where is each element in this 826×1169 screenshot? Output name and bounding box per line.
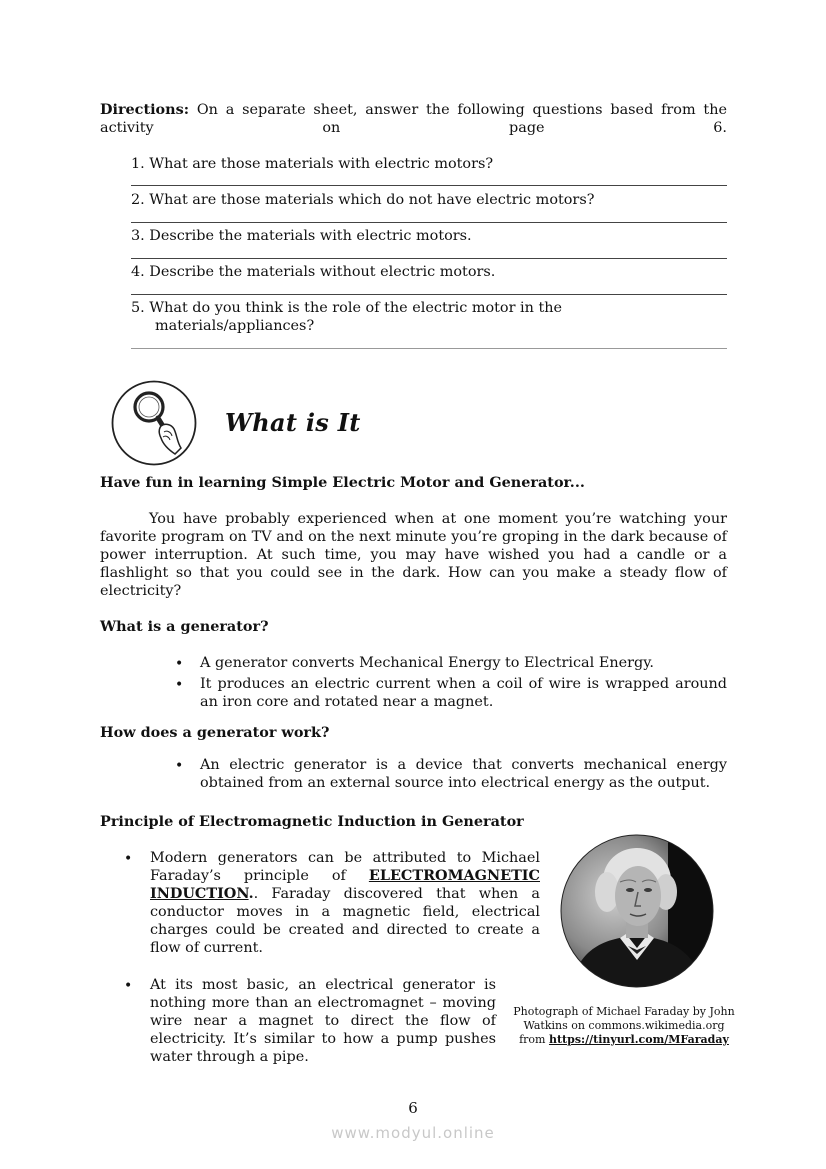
- bullet-icon: •: [175, 677, 184, 693]
- electromagnetic-induction-term: ELECTROMAGNETIC INDUCTION: [150, 867, 540, 902]
- caption-link[interactable]: https://tinyurl.com/MFaraday: [548, 1033, 729, 1046]
- principle-bullet-1-period: .: [248, 885, 254, 902]
- magnifying-glass-icon: [111, 380, 197, 466]
- principle-heading: Principle of Electromagnetic Induction in Generator: [100, 813, 524, 830]
- directions-label: Directions:: [100, 101, 190, 118]
- faraday-portrait-image: [560, 834, 714, 988]
- bullet-icon: •: [124, 851, 133, 867]
- caption-from: from: [519, 1033, 549, 1046]
- principle-bullet-1-text-cont: . Faraday discovered that when a conductor moves in a magnetic field, electrical charges could be created and directed to create a flow of current.: [150, 886, 540, 956]
- page-number: 6: [408, 1099, 418, 1117]
- principle-bullet-1: [150, 849, 540, 957]
- intro-paragraph: You have probably experienced when at one moment you’re watching your favorite program on TV and on the next minute you’re groping in the dark because of power interruption. At such time, you may have wished you had a candle or a flashlight so that you could see in the dark. How can you make a steady flow of electricity?: [100, 511, 727, 599]
- bullet-icon: •: [175, 656, 184, 672]
- answer-line: [131, 185, 727, 186]
- answer-line: [131, 294, 727, 295]
- watermark: www.modyul.online: [331, 1124, 495, 1142]
- directions-paragraph: [100, 101, 727, 155]
- how-bullet-1: An electric generator is a device that converts mechanical energy obtained from an external source into electrical energy as the output.: [200, 757, 727, 791]
- caption-line-2: Watkins on commons.wikimedia.org: [523, 1019, 725, 1032]
- principle-bullet-2: At its most basic, an electrical generator is nothing more than an electromagnet – moving wire near a magnet to direct the flow of electricity. It’s similar to how a pump pushes water through a pipe.: [150, 977, 496, 1065]
- photo-caption: [510, 1005, 738, 1047]
- directions-text: On a separate sheet, answer the following questions based from the activity on page 6.: [100, 102, 727, 136]
- intro-heading: Have fun in learning Simple Electric Motor and Generator...: [100, 474, 585, 491]
- how-heading: How does a generator work?: [100, 724, 330, 741]
- generator-heading: What is a generator?: [100, 618, 269, 635]
- question-4: 4. Describe the materials without electric motors.: [131, 264, 496, 280]
- answer-line: [131, 348, 727, 349]
- question-5: 5. What do you think is the role of the electric motor in the: [131, 300, 563, 316]
- bullet-icon: •: [175, 758, 184, 774]
- caption-line-3: [510, 1033, 738, 1047]
- generator-bullet-1: A generator converts Mechanical Energy to Electrical Energy.: [200, 655, 654, 671]
- section-title: What is It: [225, 408, 361, 437]
- caption-line-1: Photograph of Michael Faraday by John: [513, 1005, 735, 1018]
- answer-line: [131, 222, 727, 223]
- principle-bullet-1-text: Modern generators can be attributed to Michael Faraday’s principle of: [150, 850, 540, 884]
- answer-line: [131, 258, 727, 259]
- question-5-continued: materials/appliances?: [155, 318, 315, 334]
- question-3: 3. Describe the materials with electric motors.: [131, 228, 472, 244]
- question-2: 2. What are those materials which do not have electric motors?: [131, 192, 595, 208]
- bullet-icon: •: [124, 978, 133, 994]
- generator-bullet-2: It produces an electric current when a coil of wire is wrapped around an iron core and rotated near a magnet.: [200, 676, 727, 710]
- question-1: 1. What are those materials with electric motors?: [131, 156, 494, 172]
